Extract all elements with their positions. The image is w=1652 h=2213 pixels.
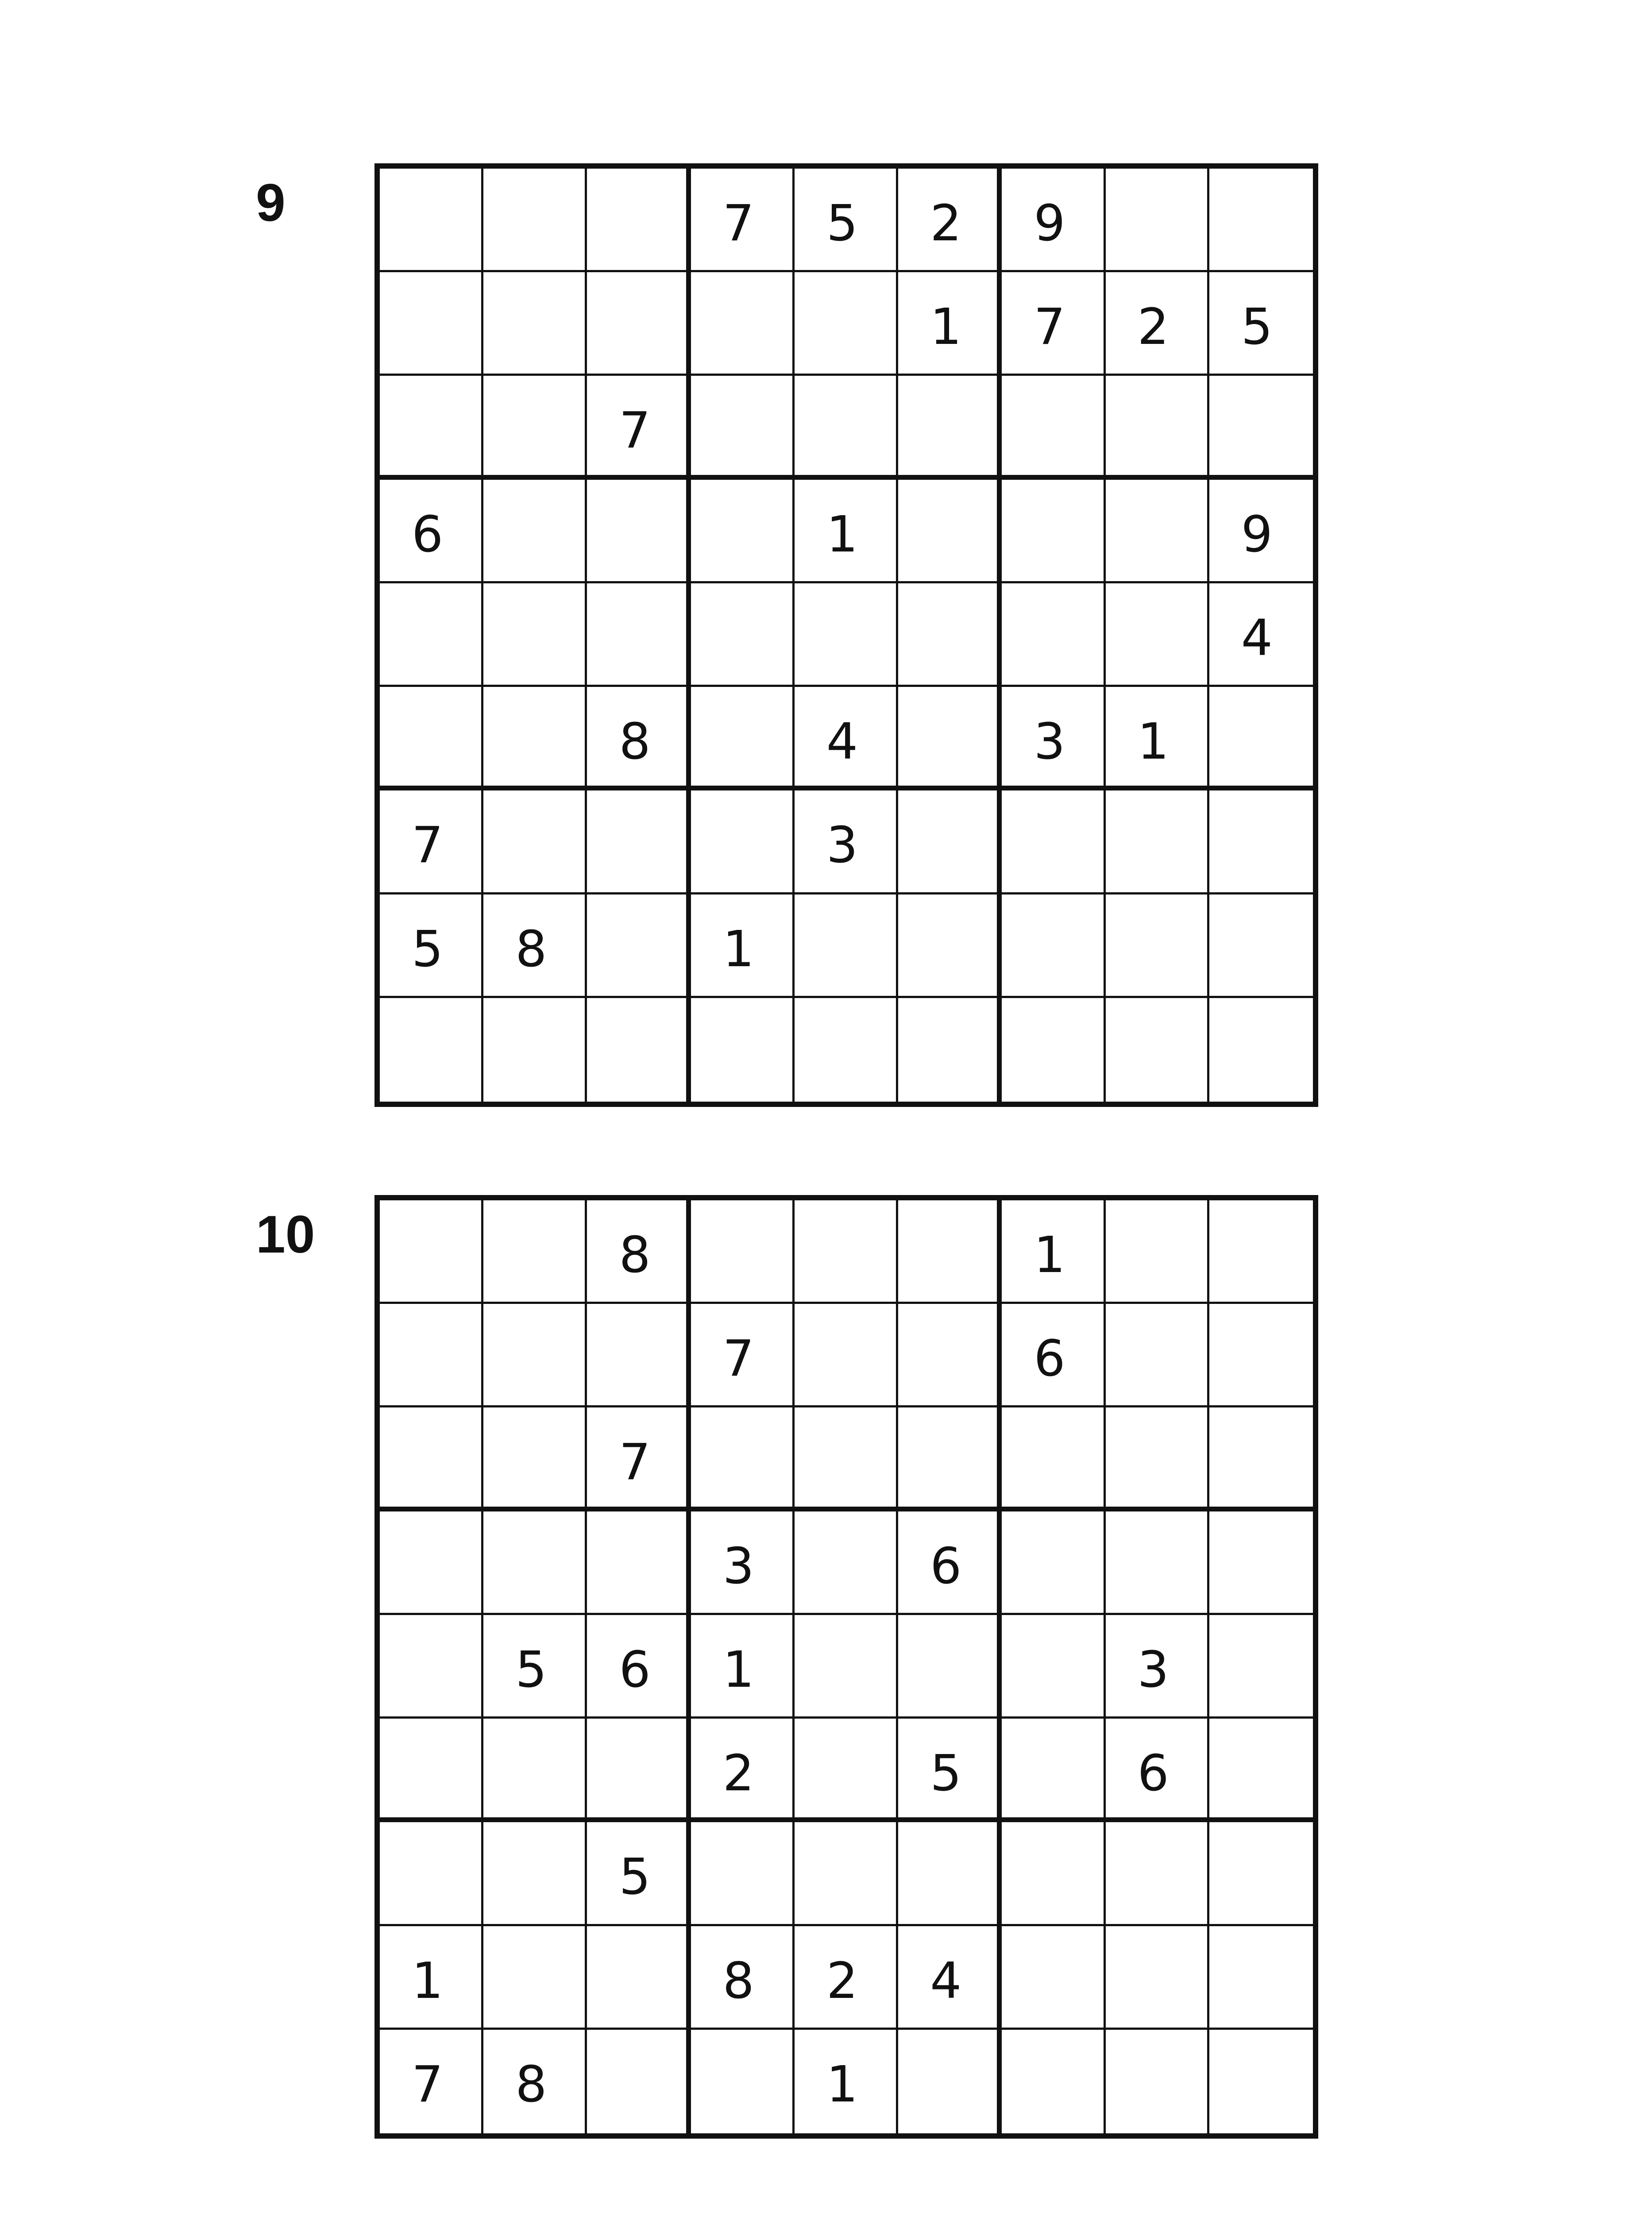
cell-digit: 7 — [412, 2055, 444, 2113]
sudoku-cell[interactable] — [1106, 1926, 1209, 2030]
sudoku-cell[interactable] — [1106, 480, 1209, 583]
sudoku-cell[interactable] — [587, 1615, 691, 1719]
cell-digit: 1 — [722, 1641, 754, 1699]
sudoku-cell[interactable] — [691, 894, 795, 998]
sudoku-cell[interactable] — [795, 583, 898, 687]
sudoku-cell[interactable] — [1209, 1200, 1313, 1304]
sudoku-cell[interactable] — [898, 1304, 1002, 1407]
sudoku-cell[interactable] — [1002, 790, 1105, 894]
sudoku-cell[interactable] — [691, 480, 795, 583]
cell-digit: 9 — [1241, 505, 1273, 563]
sudoku-cell[interactable] — [587, 2030, 691, 2133]
cell-digit: 5 — [412, 920, 444, 978]
cell-digit: 8 — [619, 713, 651, 771]
cell-digit: 2 — [826, 1952, 858, 2010]
sudoku-cell[interactable] — [691, 998, 795, 1102]
sudoku-cell[interactable] — [380, 1615, 483, 1719]
sudoku-cell[interactable] — [1106, 1511, 1209, 1615]
sudoku-cell[interactable] — [1209, 1304, 1313, 1407]
sudoku-cell[interactable] — [691, 2030, 795, 2133]
sudoku-cell[interactable] — [483, 480, 587, 583]
sudoku-cell[interactable] — [691, 790, 795, 894]
sudoku-cell[interactable] — [1106, 169, 1209, 272]
cell-digit: 4 — [930, 1952, 962, 2010]
sudoku-cell[interactable] — [795, 894, 898, 998]
sudoku-grid — [374, 163, 1318, 1107]
sudoku-cell[interactable] — [380, 894, 483, 998]
sudoku-cell[interactable] — [898, 1822, 1002, 1926]
sudoku-cell[interactable] — [691, 1719, 795, 1822]
sudoku-cell[interactable] — [483, 1407, 587, 1511]
sudoku-cell[interactable] — [691, 687, 795, 790]
cell-digit: 8 — [515, 2055, 547, 2113]
sudoku-cell[interactable] — [1002, 169, 1105, 272]
sudoku-cell[interactable] — [691, 1615, 795, 1719]
puzzle-number: 10 — [256, 1205, 315, 1264]
sudoku-cell[interactable] — [898, 894, 1002, 998]
sudoku-cell[interactable] — [483, 1200, 587, 1304]
cell-digit: 7 — [619, 1434, 651, 1492]
sudoku-cell[interactable] — [1209, 169, 1313, 272]
sudoku-cell[interactable] — [691, 1200, 795, 1304]
sudoku-cell[interactable] — [1209, 480, 1313, 583]
cell-digit: 7 — [722, 1330, 754, 1388]
sudoku-cell[interactable] — [380, 790, 483, 894]
sudoku-cell[interactable] — [483, 1511, 587, 1615]
sudoku-cell[interactable] — [483, 790, 587, 894]
sudoku-cell[interactable] — [691, 169, 795, 272]
sudoku-cell[interactable] — [1209, 1511, 1313, 1615]
sudoku-cell[interactable] — [691, 1304, 795, 1407]
sudoku-cell[interactable] — [898, 1615, 1002, 1719]
sudoku-cell[interactable] — [691, 1407, 795, 1511]
cell-digit: 7 — [722, 195, 754, 252]
sudoku-cell[interactable] — [380, 1200, 483, 1304]
cell-digit: 1 — [826, 505, 858, 563]
sudoku-cell[interactable] — [1002, 1407, 1105, 1511]
sudoku-cell[interactable] — [587, 998, 691, 1102]
sudoku-cell[interactable] — [587, 1926, 691, 2030]
cell-digit: 5 — [930, 1745, 962, 1803]
sudoku-cell[interactable] — [587, 1200, 691, 1304]
cell-digit: 5 — [515, 1641, 547, 1699]
cell-digit: 6 — [930, 1537, 962, 1595]
sudoku-cell[interactable] — [587, 687, 691, 790]
sudoku-cell[interactable] — [483, 687, 587, 790]
sudoku-cell[interactable] — [898, 272, 1002, 376]
sudoku-cell[interactable] — [380, 480, 483, 583]
sudoku-cell[interactable] — [1209, 272, 1313, 376]
sudoku-cell[interactable] — [1106, 1822, 1209, 1926]
sudoku-cell[interactable] — [1209, 1926, 1313, 2030]
sudoku-cell[interactable] — [691, 1511, 795, 1615]
sudoku-cell[interactable] — [483, 2030, 587, 2133]
sudoku-cell[interactable] — [1106, 376, 1209, 479]
cell-digit: 7 — [412, 817, 444, 875]
sudoku-cell[interactable] — [898, 169, 1002, 272]
sudoku-cell[interactable] — [898, 998, 1002, 1102]
sudoku-cell[interactable] — [691, 1926, 795, 2030]
sudoku-cell[interactable] — [795, 1407, 898, 1511]
sudoku-cell[interactable] — [483, 1822, 587, 1926]
cell-digit: 1 — [826, 2055, 858, 2113]
sudoku-cell[interactable] — [1002, 480, 1105, 583]
sudoku-cell[interactable] — [587, 790, 691, 894]
sudoku-cell[interactable] — [1209, 1719, 1313, 1822]
sudoku-cell[interactable] — [898, 1407, 1002, 1511]
cell-digit: 1 — [930, 298, 962, 356]
cell-digit: 6 — [1137, 1745, 1169, 1803]
sudoku-cell[interactable] — [898, 583, 1002, 687]
sudoku-cell[interactable] — [587, 894, 691, 998]
sudoku-cell[interactable] — [380, 1719, 483, 1822]
sudoku-cell[interactable] — [380, 1822, 483, 1926]
sudoku-cell[interactable] — [1209, 583, 1313, 687]
cell-digit: 6 — [412, 505, 444, 563]
sudoku-cell[interactable] — [898, 480, 1002, 583]
sudoku-cell[interactable] — [483, 376, 587, 479]
sudoku-cell[interactable] — [1106, 583, 1209, 687]
sudoku-cell[interactable] — [1209, 1407, 1313, 1511]
cell-digit: 8 — [619, 1226, 651, 1284]
sudoku-cell[interactable] — [795, 1200, 898, 1304]
sudoku-cell[interactable] — [1002, 1719, 1105, 1822]
sudoku-cell[interactable] — [898, 1200, 1002, 1304]
cell-digit: 1 — [412, 1952, 444, 2010]
sudoku-cell[interactable] — [380, 687, 483, 790]
sudoku-cell[interactable] — [795, 1719, 898, 1822]
sudoku-cell[interactable] — [483, 1719, 587, 1822]
sudoku-cell[interactable] — [1002, 1822, 1105, 1926]
sudoku-cell[interactable] — [795, 1304, 898, 1407]
sudoku-cell[interactable] — [1209, 998, 1313, 1102]
cell-digit: 8 — [515, 920, 547, 978]
sudoku-cell[interactable] — [587, 1719, 691, 1822]
sudoku-grid — [374, 1195, 1318, 2139]
cell-digit: 1 — [1034, 1226, 1065, 1284]
cell-digit: 5 — [1241, 298, 1273, 356]
sudoku-cell[interactable] — [587, 480, 691, 583]
sudoku-cell[interactable] — [380, 1511, 483, 1615]
cell-digit: 7 — [1034, 298, 1065, 356]
sudoku-cell[interactable] — [795, 272, 898, 376]
sudoku-cell[interactable] — [483, 894, 587, 998]
cell-digit: 2 — [1137, 298, 1169, 356]
cell-digit: 3 — [722, 1537, 754, 1595]
sudoku-cell[interactable] — [1209, 894, 1313, 998]
sudoku-cell[interactable] — [380, 2030, 483, 2133]
cell-digit: 7 — [619, 402, 651, 460]
sudoku-cell[interactable] — [898, 2030, 1002, 2133]
sudoku-cell[interactable] — [587, 1304, 691, 1407]
cell-digit: 4 — [826, 713, 858, 771]
sudoku-cell[interactable] — [380, 583, 483, 687]
sudoku-cell[interactable] — [380, 272, 483, 376]
sudoku-cell[interactable] — [380, 376, 483, 479]
sudoku-cell[interactable] — [1002, 1511, 1105, 1615]
sudoku-cell[interactable] — [483, 1304, 587, 1407]
sudoku-cell[interactable] — [1002, 1304, 1105, 1407]
sudoku-cell[interactable] — [587, 1511, 691, 1615]
sudoku-cell[interactable] — [898, 376, 1002, 479]
sudoku-cell[interactable] — [380, 169, 483, 272]
sudoku-cell[interactable] — [795, 1926, 898, 2030]
sudoku-cell[interactable] — [691, 272, 795, 376]
cell-digit: 5 — [826, 195, 858, 252]
cell-digit: 2 — [930, 195, 962, 252]
cell-digit: 3 — [1137, 1641, 1169, 1699]
puzzle-number: 9 — [256, 173, 286, 232]
sudoku-cell[interactable] — [1002, 272, 1105, 376]
sudoku-cell[interactable] — [1106, 1200, 1209, 1304]
sudoku-cell[interactable] — [1106, 1304, 1209, 1407]
sudoku-cell[interactable] — [587, 376, 691, 479]
sudoku-cell[interactable] — [1002, 1615, 1105, 1719]
sudoku-cell[interactable] — [483, 998, 587, 1102]
sudoku-cell[interactable] — [1209, 1822, 1313, 1926]
sudoku-cell[interactable] — [898, 687, 1002, 790]
sudoku-cell[interactable] — [1209, 2030, 1313, 2133]
sudoku-cell[interactable] — [898, 1719, 1002, 1822]
sudoku-cell[interactable] — [1002, 894, 1105, 998]
sudoku-cell[interactable] — [483, 583, 587, 687]
cell-digit: 1 — [722, 920, 754, 978]
cell-digit: 6 — [1034, 1330, 1065, 1388]
sudoku-cell[interactable] — [587, 1407, 691, 1511]
sudoku-cell[interactable] — [795, 376, 898, 479]
sudoku-cell[interactable] — [380, 1407, 483, 1511]
sudoku-cell[interactable] — [587, 272, 691, 376]
sudoku-cell[interactable] — [691, 1822, 795, 1926]
sudoku-cell[interactable] — [795, 998, 898, 1102]
sudoku-cell[interactable] — [1106, 272, 1209, 376]
sudoku-cell[interactable] — [1106, 894, 1209, 998]
sudoku-cell[interactable] — [1106, 790, 1209, 894]
sudoku-cell[interactable] — [795, 1822, 898, 1926]
sudoku-cell[interactable] — [691, 583, 795, 687]
sudoku-cell[interactable] — [1209, 790, 1313, 894]
sudoku-cell[interactable] — [483, 169, 587, 272]
cell-digit: 1 — [1137, 713, 1169, 771]
sudoku-cell[interactable] — [795, 1511, 898, 1615]
cell-digit: 8 — [722, 1952, 754, 2010]
sudoku-cell[interactable] — [587, 169, 691, 272]
sudoku-cell[interactable] — [898, 1926, 1002, 2030]
sudoku-cell[interactable] — [1106, 687, 1209, 790]
sudoku-cell[interactable] — [587, 583, 691, 687]
sudoku-cell[interactable] — [1106, 1615, 1209, 1719]
cell-digit: 2 — [722, 1745, 754, 1803]
sudoku-cell[interactable] — [1002, 376, 1105, 479]
sudoku-cell[interactable] — [795, 2030, 898, 2133]
sudoku-cell[interactable] — [795, 1615, 898, 1719]
sudoku-cell[interactable] — [1209, 1615, 1313, 1719]
sudoku-cell[interactable] — [1106, 1407, 1209, 1511]
sudoku-cell[interactable] — [380, 1304, 483, 1407]
sudoku-cell[interactable] — [380, 998, 483, 1102]
sudoku-cell[interactable] — [691, 376, 795, 479]
sudoku-cell[interactable] — [898, 1511, 1002, 1615]
sudoku-cell[interactable] — [795, 480, 898, 583]
sudoku-cell[interactable] — [795, 169, 898, 272]
sudoku-cell[interactable] — [1002, 1200, 1105, 1304]
sudoku-cell[interactable] — [587, 1822, 691, 1926]
cell-digit: 5 — [619, 1848, 651, 1906]
cell-digit: 4 — [1241, 609, 1273, 667]
sudoku-cell[interactable] — [483, 1615, 587, 1719]
sudoku-cell[interactable] — [1209, 376, 1313, 479]
sudoku-cell[interactable] — [483, 1926, 587, 2030]
sudoku-cell[interactable] — [483, 272, 587, 376]
sudoku-cell[interactable] — [1106, 998, 1209, 1102]
sudoku-cell[interactable] — [380, 1926, 483, 2030]
sudoku-cell[interactable] — [1002, 583, 1105, 687]
sudoku-cell[interactable] — [795, 790, 898, 894]
cell-digit: 3 — [826, 817, 858, 875]
sudoku-cell[interactable] — [1209, 687, 1313, 790]
sudoku-cell[interactable] — [1002, 687, 1105, 790]
cell-digit: 6 — [619, 1641, 651, 1699]
sudoku-cell[interactable] — [795, 687, 898, 790]
sudoku-cell[interactable] — [898, 790, 1002, 894]
sudoku-cell[interactable] — [1002, 998, 1105, 1102]
cell-digit: 9 — [1034, 195, 1065, 252]
sudoku-cell[interactable] — [1106, 1719, 1209, 1822]
sudoku-cell[interactable] — [1106, 2030, 1209, 2133]
sudoku-cell[interactable] — [1002, 1926, 1105, 2030]
sudoku-cell[interactable] — [1002, 2030, 1105, 2133]
cell-digit: 3 — [1034, 713, 1065, 771]
